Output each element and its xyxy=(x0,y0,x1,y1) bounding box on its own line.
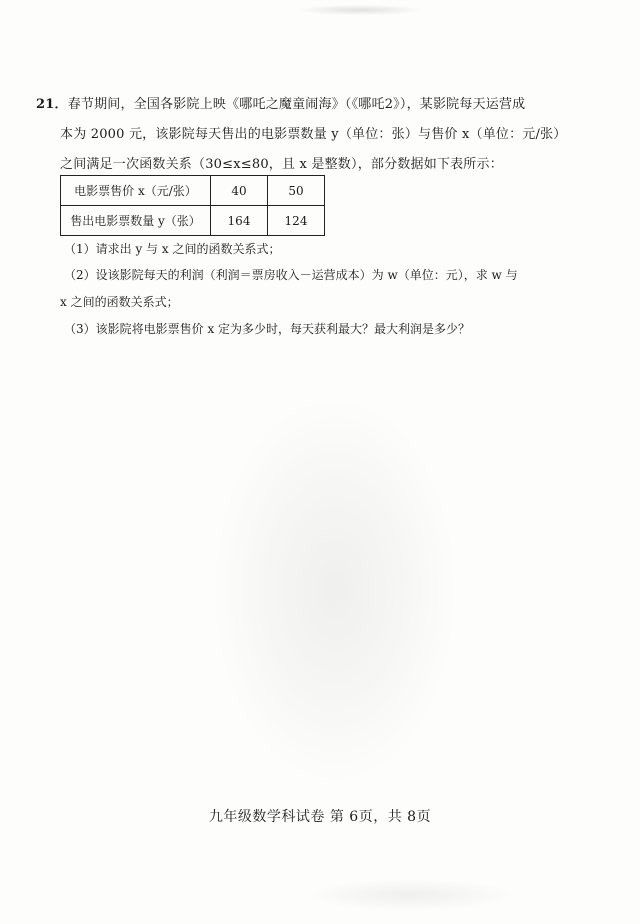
subquestion-3: （3）该影院将电影票售价 x 定为多少时，每天获利最大？最大利润是多少？ xyxy=(64,322,471,336)
subquestion-2-line-1: （2）设该影院每天的利润（利润＝票房收入－运营成本）为 w（单位：元），求 w 与 xyxy=(64,268,518,282)
table-cell: 40 xyxy=(211,176,268,206)
scan-noise-bottom xyxy=(310,880,510,910)
table-header-price: 电影票售价 x（元/张） xyxy=(61,176,211,206)
table-row xyxy=(61,206,325,236)
table-cell: 124 xyxy=(268,206,325,236)
subquestion-2-line-2: x 之间的函数关系式； xyxy=(60,295,179,309)
table-row xyxy=(61,176,325,206)
question-line-2: 本为 2000 元，该影院每天售出的电影票数量 y（单位：张）与售价 x（单位：元/张） xyxy=(60,127,567,142)
page-footer: 九年级数学科试卷 第 6页，共 8页 xyxy=(208,809,432,825)
question-number: 21． xyxy=(36,97,68,112)
table-cell: 50 xyxy=(268,176,325,206)
question-text-1: 春节期间，全国各影院上映《哪吒之魔童闹海》（《哪吒2》），某影院每天运营成 xyxy=(67,97,526,112)
scan-noise-top xyxy=(300,5,420,15)
subquestion-1: （1）请求出 y 与 x 之间的函数关系式； xyxy=(64,242,281,256)
table-cell: 164 xyxy=(211,206,268,236)
question-line-1 xyxy=(36,97,525,113)
scan-noise xyxy=(215,400,455,780)
question-line-3: 之间满足一次函数关系（30≤x≤80，且 x 是整数），部分数据如下表所示： xyxy=(60,157,503,172)
table-header-quantity: 售出电影票数量 y（张） xyxy=(61,206,211,236)
data-table xyxy=(60,175,325,236)
